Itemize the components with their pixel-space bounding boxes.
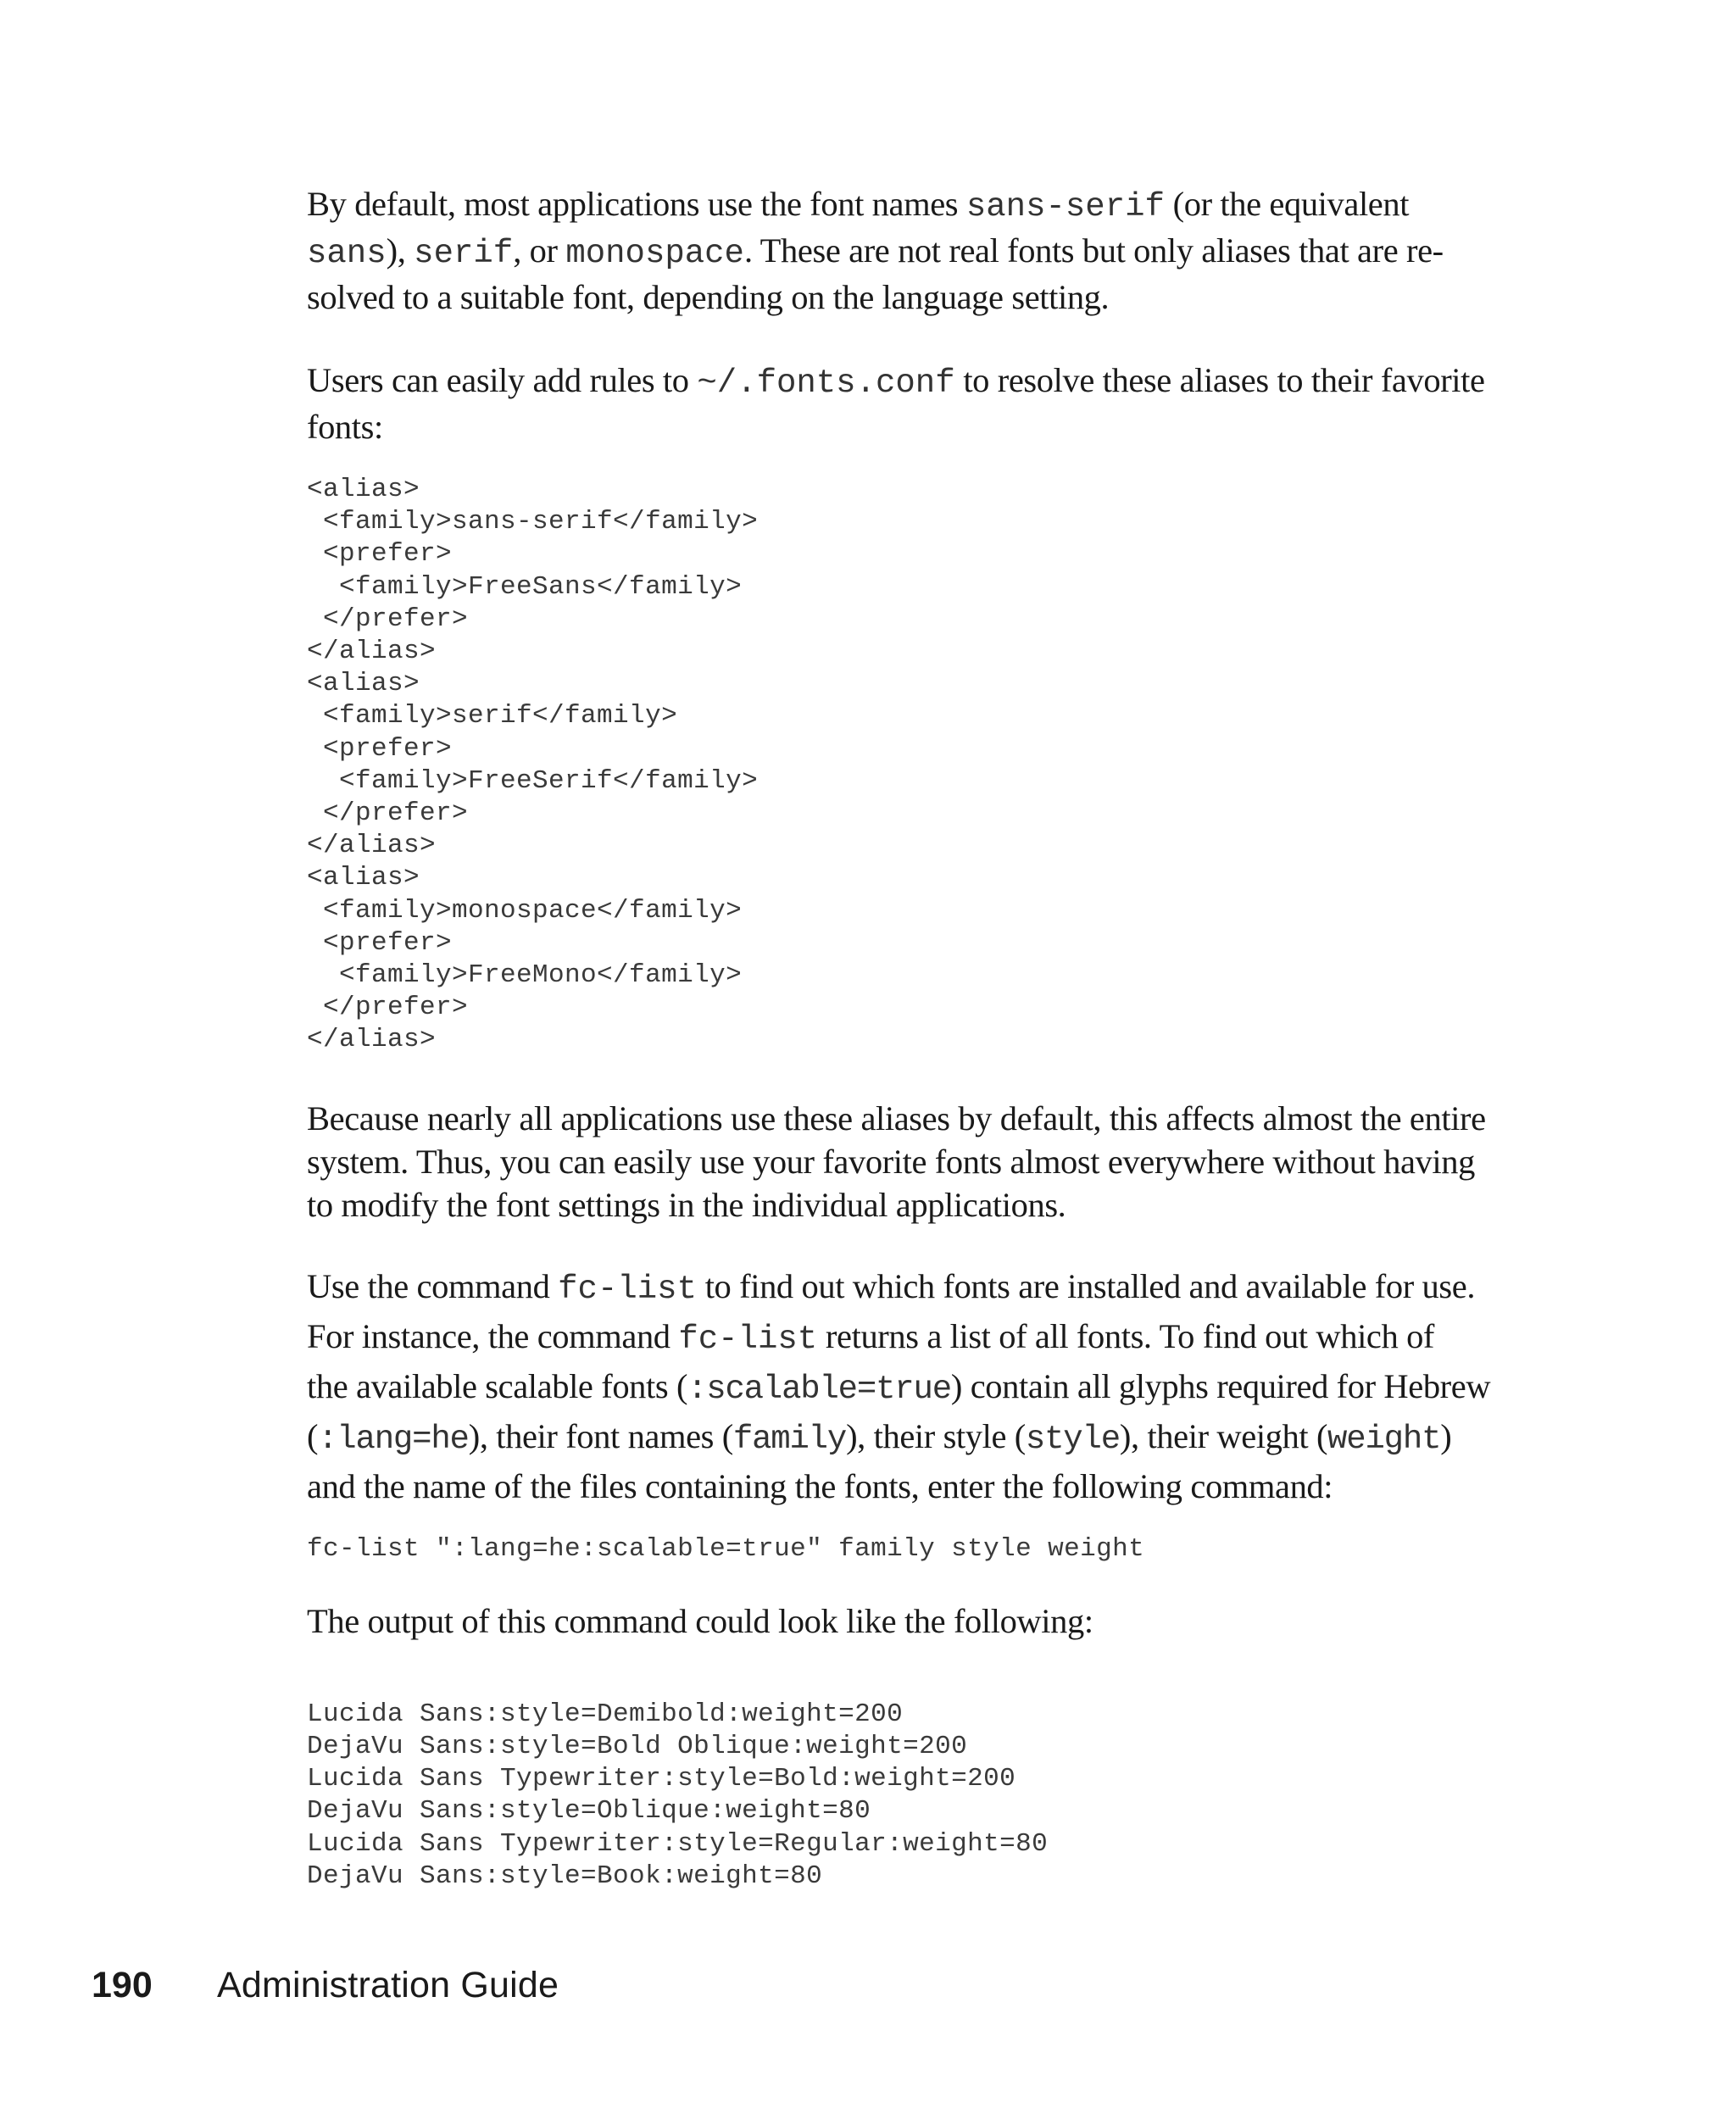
text-run: The output of this command could look like the following: xyxy=(307,1601,1093,1640)
inline-code: weight xyxy=(1327,1420,1441,1458)
text-run: to resolve these aliases to their favorite xyxy=(954,361,1485,399)
inline-code: fc-list xyxy=(678,1320,818,1358)
text-run: ), xyxy=(386,231,415,270)
text-run: ), their font names ( xyxy=(468,1416,733,1455)
inline-code: serif xyxy=(414,235,514,272)
inline-code: ~/.fonts.conf xyxy=(697,364,955,402)
inline-code: sans-serif xyxy=(965,188,1165,225)
paragraph-fc-list-usage xyxy=(307,1263,1543,1510)
inline-code: :lang=he xyxy=(318,1420,469,1458)
text-run: ) contain all glyphs required for Hebrew xyxy=(950,1366,1491,1405)
inline-code: style xyxy=(1025,1420,1120,1458)
text-line: system. Thus, you can easily use your favorite fonts almost everywhere without having xyxy=(307,1142,1475,1181)
text-run: By default, most applications use the font names xyxy=(307,185,966,223)
text-run: . These are not real fonts but only aliases that are re- xyxy=(743,231,1444,270)
text-line: to modify the font settings in the individual applications. xyxy=(307,1185,1066,1224)
code-block-command-output: Lucida Sans:style=Demibold:weight=200 DejaVu Sans:style=Bold Oblique:weight=200 Lucida Sans Typewriter:style=Bold:weight=200 DejaVu Sans:style=Oblique:weight=80 Lucida Sans Typewriter:style=Regular:weight=80 DejaVu Sans:style=Book:weight=80 xyxy=(307,1699,1049,1891)
paragraph-output-intro xyxy=(307,1599,1543,1643)
text-run: returns a list of all fonts. To find out which of xyxy=(817,1316,1435,1355)
text-run: ), their style ( xyxy=(846,1416,1026,1455)
text-run: to find out which fonts are installed and available for use. xyxy=(696,1266,1476,1305)
text-run: ) xyxy=(1440,1416,1452,1455)
text-run: Users can easily add rules to xyxy=(307,361,698,399)
paragraph-default-font-aliases xyxy=(307,182,1543,319)
paragraph-add-rules xyxy=(307,359,1543,448)
text-run: ( xyxy=(307,1416,319,1455)
text-run: ), their weight ( xyxy=(1119,1416,1328,1455)
page-footer xyxy=(92,1965,559,2012)
text-line: Because nearly all applications use these aliases by default, this affects almost the entire xyxy=(307,1098,1486,1137)
inline-code: monospace xyxy=(565,235,744,272)
paragraph-system-wide-effect xyxy=(307,1097,1543,1226)
text-run: For instance, the command xyxy=(307,1316,679,1355)
text-run: (or the equivalent xyxy=(1164,185,1410,223)
code-block-alias-config: <alias> <family>sans-serif</family> <prefer> <family>FreeSans</family> </prefer> </alias> <alias> <family>serif</family> <prefer> <family>FreeSerif</family> </prefer> </alias> <alias> <family>monospace</family> <prefer> <family>FreeMono</family> </prefer> </alias> xyxy=(307,475,759,1055)
code-block-fc-list-command: fc-list ":lang=he:scalable=true" family style weight xyxy=(307,1533,1145,1564)
running-title: Administration Guide xyxy=(217,1965,559,2005)
text-run: solved to a suitable font, depending on the language setting. xyxy=(307,278,1110,316)
text-run: fonts: xyxy=(307,408,383,446)
text-run: and the name of the files containing the fonts, enter the following command: xyxy=(307,1466,1333,1505)
text-run: , or xyxy=(513,231,566,270)
inline-code: fc-list xyxy=(558,1270,697,1308)
inline-code: sans xyxy=(307,235,387,272)
inline-code: family xyxy=(732,1420,847,1458)
text-run: the available scalable fonts ( xyxy=(307,1366,688,1405)
text-run: Use the command xyxy=(307,1266,559,1305)
inline-code: :scalable=true xyxy=(687,1370,951,1408)
page-body xyxy=(307,182,1543,1893)
page-number: 190 xyxy=(92,1965,153,2005)
